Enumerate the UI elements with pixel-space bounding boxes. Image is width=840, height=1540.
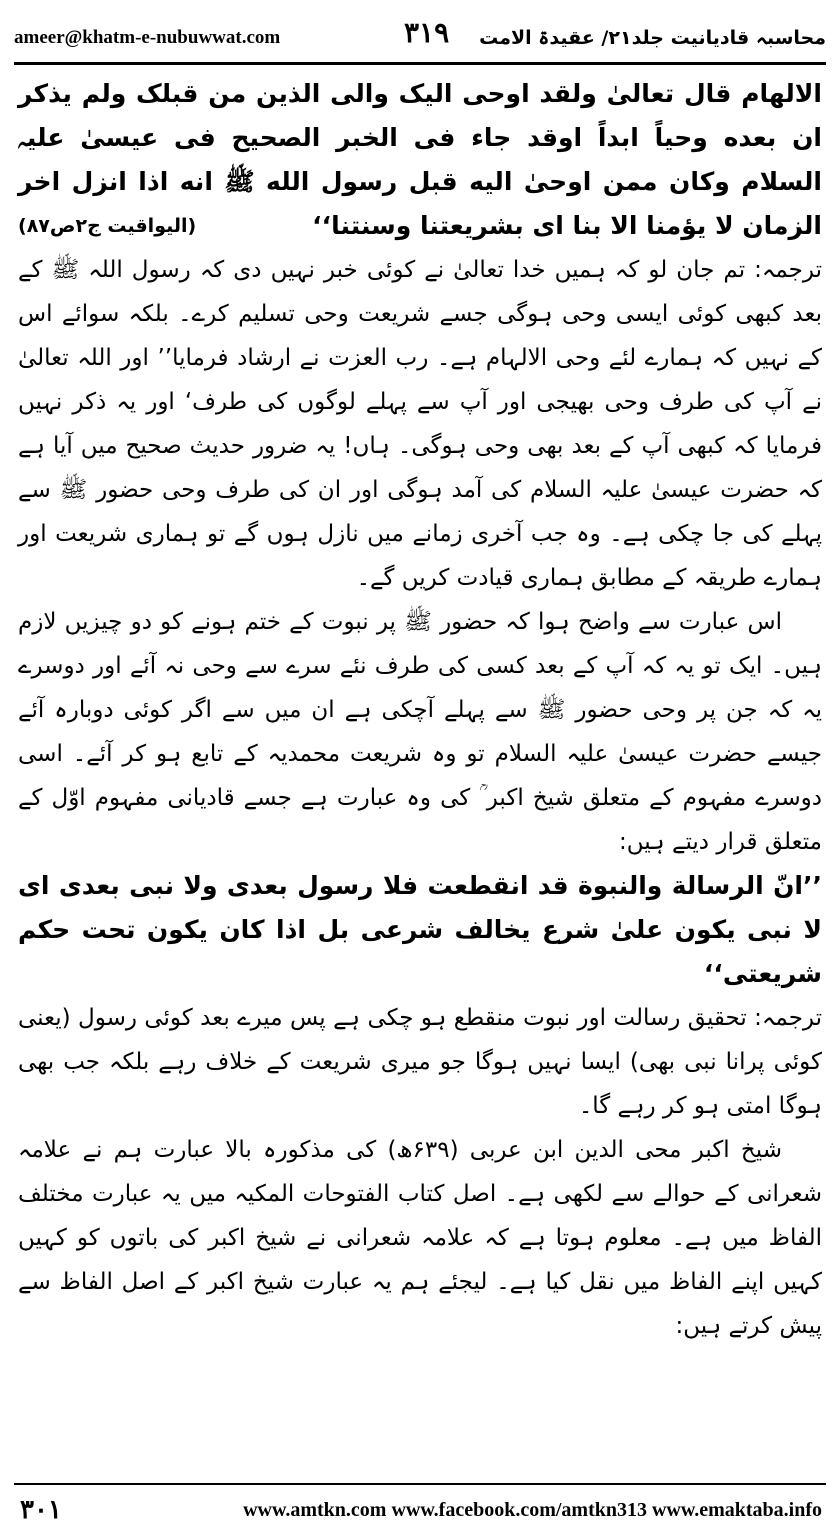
header-divider: [14, 62, 826, 65]
arabic-quote-1: [18, 72, 822, 248]
page-body: [18, 72, 822, 1467]
page-header: [14, 16, 826, 60]
footer-folio-number: ٣٠١: [20, 1495, 62, 1525]
footer-divider: [14, 1483, 826, 1485]
arabic-quote-1-text: الالهام قال تعالیٰ ولقد اوحی الیک والی الذین من قبلک ولم یذکر ان بعده وحیاً ابداً اوقد جاء فی الخبر الصحیح فی عیسیٰ علیہ السلام وکان ممن اوحیٰ الیه قبل رسول الله ﷺ انه اذا انزل اخر الزمان لا یؤمنا الا بنا ای بشریعتنا وسنتنا‘‘: [18, 79, 822, 240]
footer-links[interactable]: www.amtkn.com www.facebook.com/amtkn313 www.emaktaba.info: [243, 1498, 822, 1521]
header-email[interactable]: ameer@khatm-e-nubuwwat.com: [14, 27, 281, 48]
urdu-translation-2: ترجمہ: تحقیق رسالت اور نبوت منقطع ہو چکی ہے پس میرے بعد کوئی رسول (یعنی کوئی پرانا نبی بھی) ایسا نہیں ہوگا جو میری شریعت کے خلاف رہے بلکہ جب بھی ہوگا امتی ہو کر رہے گا۔: [18, 1005, 822, 1119]
arabic-quote-2: ’’انّ الرسالة والنبوة قد انقطعت فلا رسول بعدی ولا نبی بعدی ای لا نبی یکون علیٰ شرع یخالف شرعی بل اذا کان یکون تحت حکم شریعتی‘‘: [18, 871, 822, 988]
arabic-quote-1-reference: (الیواقیت ج۲ص۸۷): [18, 215, 197, 237]
page-footer: [14, 1488, 826, 1532]
header-page-number: ٣١٩: [404, 16, 450, 49]
urdu-paragraph-2: اس عبارت سے واضح ہوا کہ حضور ﷺ پر نبوت کے ختم ہونے کو دو چیزیں لازم ہیں۔ ایک تو یہ کہ آپ کے بعد کسی کی طرف نئے سرے سے وحی نہ آئے اور دوسرے یہ کہ جن پر وحی حضور ﷺ سے پہلے آچکی ہے ان میں سے اگر کوئی دوبارہ آئے جیسے حضرت عیسیٰ علیہ السلام تو وہ شریعت محمدیہ کے تابع ہو کر آئے۔ اسی دوسرے مفہوم کے متعلق شیخ اکبر ؒ کی وہ عبارت ہے جسے قادیانی مفہوم اوّل کے متعلق قرار دیتے ہیں:: [18, 609, 822, 855]
header-book-title: محاسبہ قادیانیت جلد۲۱/ عقیدۃ الامت: [479, 27, 826, 49]
urdu-paragraph-4: شیخ اکبر محی الدین ابن عربی (۶۳۹ھ) کی مذکورہ بالا عبارت ہم نے علامہ شعرانی کے حوالے سے لکھی ہے۔ اصل کتاب الفتوحات المکیہ میں یہ عبارت مختلف الفاظ میں ہے۔ معلوم ہوتا ہے کہ علامہ شعرانی نے شیخ اکبر کی باتوں کو کہیں کہیں اپنے الفاظ میں نقل کیا ہے۔ لیجئے ہم یہ عبارت شیخ اکبر کے اصل الفاظ سے پیش کرتے ہیں:: [18, 1137, 822, 1339]
urdu-translation-1: ترجمہ: تم جان لو کہ ہمیں خدا تعالیٰ نے کوئی خبر نہیں دی کہ رسول اللہ ﷺ کے بعد کبھی کوئی ایسی وحی ہوگی جسے شریعت وحی تسلیم کرے۔ بلکہ سوائے اس کے نہیں کہ ہمارے لئے وحی الالہام ہے۔ رب العزت نے ارشاد فرمایا’’ اور اللہ تعالیٰ نے آپ کی طرف وحی بھیجی اور آپ سے پہلے لوگوں کی طرف‘ اور یہ ذکر نہیں فرمایا کہ کبھی آپ کے بعد بھی وحی ہوگی۔ ہاں! یہ ضرور حدیث صحیح میں آیا ہے کہ حضرت عیسیٰ علیہ السلام کی آمد ہوگی اور ان کی طرف وحی حضور ﷺ سے پہلے کی جا چکی ہے۔ وہ جب آخری زمانے میں نازل ہوں گے تو ہماری شریعت اور ہمارے طریقہ کے مطابق ہماری قیادت کریں گے۔: [18, 257, 822, 591]
